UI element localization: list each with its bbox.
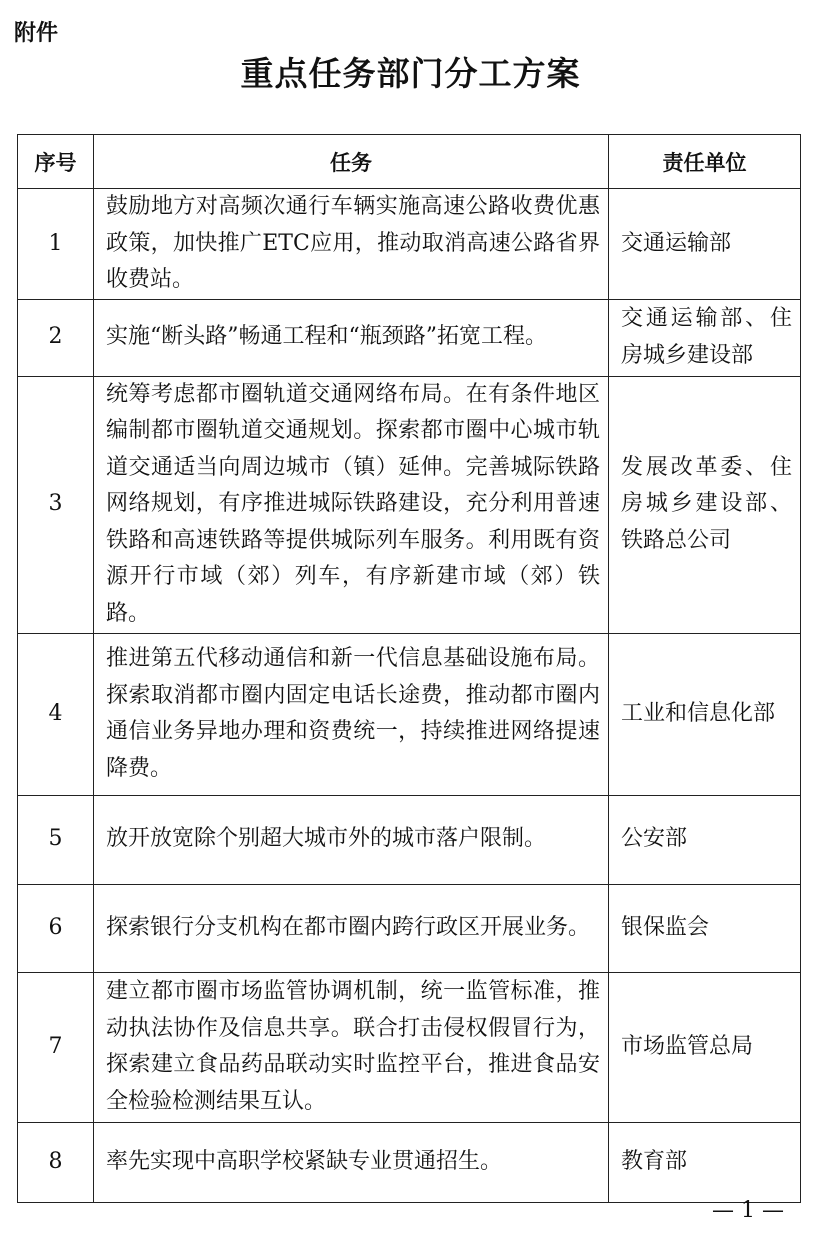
task-cell: 放开放宽除个别超大城市外的城市落户限制。 <box>94 795 609 884</box>
table-header-row <box>18 135 801 189</box>
row-number: 3 <box>18 376 94 633</box>
table-row <box>18 633 801 795</box>
table-row <box>18 189 801 300</box>
row-number: 4 <box>18 633 94 795</box>
attachment-label: 附件 <box>14 21 59 46</box>
unit-cell: 发展改革委、住房城乡建设部、铁路总公司 <box>609 376 801 633</box>
unit-cell: 公安部 <box>609 795 801 884</box>
table-row <box>18 1122 801 1202</box>
header-seq: 序号 <box>18 135 94 189</box>
document-title: 重点任务部门分工方案 <box>240 54 581 93</box>
table-row <box>18 299 801 376</box>
page-number: — 1 — <box>712 1198 784 1223</box>
task-cell: 实施“断头路”畅通工程和“瓶颈路”拓宽工程。 <box>94 299 609 376</box>
row-number: 6 <box>18 884 94 972</box>
row-number: 1 <box>18 189 94 300</box>
unit-cell: 交通运输部 <box>609 189 801 300</box>
unit-cell: 市场监管总局 <box>609 972 801 1122</box>
task-cell: 鼓励地方对高频次通行车辆实施高速公路收费优惠政策，加快推广ETC应用，推动取消高速公路省界收费站。 <box>94 189 609 300</box>
task-cell: 统筹考虑都市圈轨道交通网络布局。在有条件地区编制都市圈轨道交通规划。探索都市圈中心城市轨道交通适当向周边城市（镇）延伸。完善城际铁路网络规划，有序推进城际铁路建设，充分利用普速铁路和高速铁路等提供城际列车服务。利用既有资源开行市域（郊）列车，有序新建市域（郊）铁路。 <box>94 376 609 633</box>
task-cell: 率先实现中高职学校紧缺专业贯通招生。 <box>94 1122 609 1202</box>
task-table <box>17 134 801 1203</box>
unit-cell: 教育部 <box>609 1122 801 1202</box>
table-row <box>18 884 801 972</box>
row-number: 5 <box>18 795 94 884</box>
task-cell: 探索银行分支机构在都市圈内跨行政区开展业务。 <box>94 884 609 972</box>
table-row <box>18 795 801 884</box>
table-row <box>18 972 801 1122</box>
header-task: 任务 <box>94 135 609 189</box>
row-number: 7 <box>18 972 94 1122</box>
table-row <box>18 376 801 633</box>
task-cell: 推进第五代移动通信和新一代信息基础设施布局。探索取消都市圈内固定电话长途费，推动都市圈内通信业务异地办理和资费统一，持续推进网络提速降费。 <box>94 633 609 795</box>
task-cell: 建立都市圈市场监管协调机制，统一监管标准，推动执法协作及信息共享。联合打击侵权假冒行为，探索建立食品药品联动实时监控平台，推进食品安全检验检测结果互认。 <box>94 972 609 1122</box>
unit-cell: 银保监会 <box>609 884 801 972</box>
row-number: 8 <box>18 1122 94 1202</box>
row-number: 2 <box>18 299 94 376</box>
unit-cell: 交通运输部、住房城乡建设部 <box>609 299 801 376</box>
unit-cell: 工业和信息化部 <box>609 633 801 795</box>
header-unit: 责任单位 <box>609 135 801 189</box>
